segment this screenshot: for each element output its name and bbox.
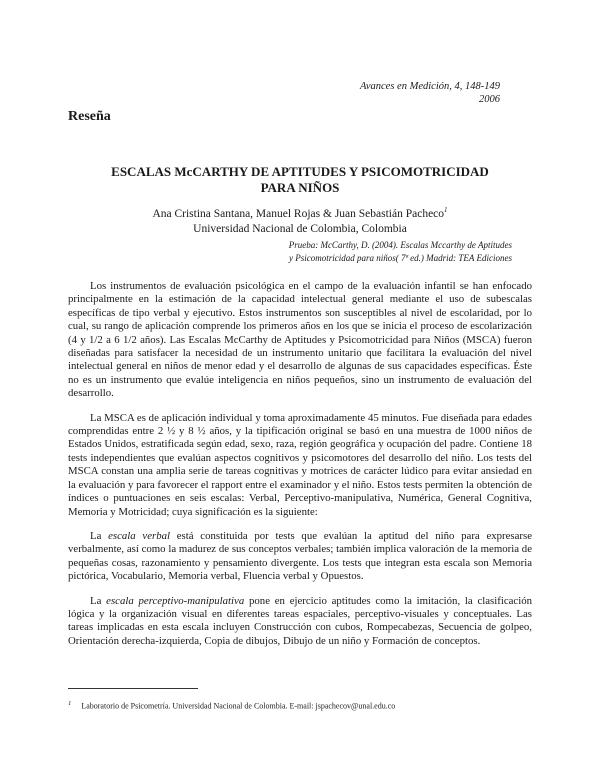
footnote-mark: 1 xyxy=(68,700,72,707)
paragraph-1: Los instrumentos de evaluación psicológica en el campo de la evaluación infantil se han enfocado principalmente en la estimación de la capacidad intelectual general mediante el uso de subescalas específicas de tipo verbal y ejecutivo. Estos instrumentos son susceptibles al nivel de escolaridad, por lo cual, su rango de aplicación comprende los primeros años en los que se inicia el proceso de escolarización (4 y 1/2 a 6 1/2 años). Las Escalas McCarthy de Aptitudes y Psicomotricidad para Niños (MSCA) fueron diseñadas para satisfacer la necesidad de un instrumento unitario que facilitara la evaluación del nivel intelectual general en niños de menor edad y el desarrollo de algunas de sus capacidades específicas. Éste no es un instrumento que evalúe inteligencia en niños pequeños, sino un instrumento de evaluación del desarrollo. xyxy=(68,280,532,400)
paragraph-2: La MSCA es de aplicación individual y toma aproximadamente 45 minutos. Fue diseñada para edades comprendidas entre 2 ½ y 8 ½ años, y la tipificación original se basó en una muestra de 1000 niños de Estados Unidos, estratificada según edad, sexo, raza, región geográfica y ocupación del padre. Contiene 18 tests independientes que evalúan aspectos cognitivos y psicomotores del desarrollo del niño. Los tests del MSCA constan una amplia serie de tareas cognitivas y motrices de carácter lúdico para evitar ansiedad en la evaluación y para favorecer el rapport entre el examinador y el niño. Estos tests permiten la obtención de índices o puntuaciones en seis escalas: Verbal, Perceptivo-manipulativa, Numérica, General Cognitiva, Memoria y Motricidad; cuya significación es la siguiente: xyxy=(68,411,532,518)
reviewed-work-reference xyxy=(172,239,512,265)
paragraph-4 xyxy=(68,595,532,649)
paragraph-3 xyxy=(68,530,532,584)
author-block xyxy=(60,203,540,237)
paragraph-4-rest: pone en ejercicio aptitudes como la imitación, la clasificación lógica y la organización visual en diferentes tareas espaciales, perceptivo-visuales y conceptuales. Las tareas implicadas en esta escala incluyen Construcción con cubos, Rompecabezas, Secuencia de golpeo, Orientación derecha-izquierda, Copia de dibujos, Dibujo de un niño y Formación de conceptos. xyxy=(68,594,533,647)
author-line xyxy=(60,203,540,222)
journal-header xyxy=(240,80,500,106)
section-label: Reseña xyxy=(68,109,111,124)
article-body xyxy=(68,280,532,659)
paragraph-3-rest: está constituida por tests que evalúan la aptitud del niño para expresarse verbalmente, así como la madurez de sus conceptos verbales; también implica valoración de la memoria de pequeñas cosas, razonamiento y pensamiento divergente. Los tests que integran esta escala son Memoria pictórica, Vocabulario, Memoria verbal, Fluencia verbal y Opuestos. xyxy=(68,529,532,583)
author-names: Ana Cristina Santana, Manuel Rojas & Juan Sebastián Pacheco xyxy=(152,207,445,220)
author-footnote-mark: 1 xyxy=(444,206,448,214)
footnote-divider xyxy=(68,688,198,689)
footnote-text: Laboratorio de Psicometría. Universidad Nacional de Colombia. E-mail: jspachecov@unal.edu.co xyxy=(81,701,396,711)
title-line-1: ESCALAS McCARTHY DE APTITUDES Y PSICOMOTRICIDAD xyxy=(111,164,489,179)
article-title xyxy=(60,164,540,196)
author-affiliation: Universidad Nacional de Colombia, Colombia xyxy=(193,222,407,235)
footnote xyxy=(68,699,532,712)
journal-year: 2006 xyxy=(479,94,500,105)
reference-line-2: y Psicomotricidad para niños( 7ª ed.) Madrid: TEA Ediciones xyxy=(288,253,512,263)
paragraph-4-start: La xyxy=(90,594,107,607)
term-escala-verbal: escala verbal xyxy=(108,529,171,542)
paragraph-3-start: La xyxy=(90,529,109,542)
title-line-2: PARA NIÑOS xyxy=(260,180,340,195)
term-escala-perceptivo-manipulativa: escala perceptivo-manipulativa xyxy=(106,594,245,607)
journal-citation: Avances en Medición, 4, 148-149 xyxy=(360,81,500,92)
reference-line-1: Prueba: McCarthy, D. (2004). Escalas Mccarthy de Aptitudes xyxy=(288,240,512,250)
